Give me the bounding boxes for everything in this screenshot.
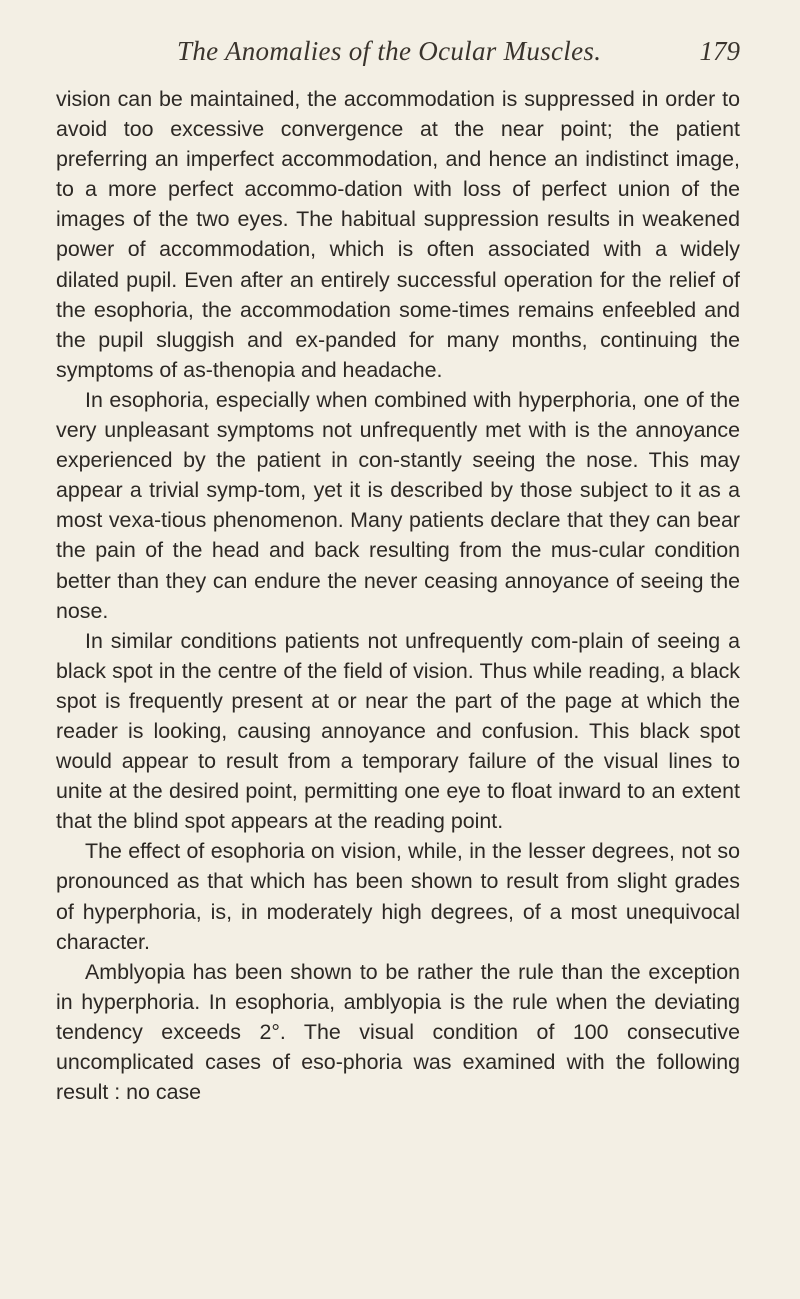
body-text [56,84,740,1107]
paragraph-effect-on-vision: The effect of esophoria on vision, while, in the lesser degrees, not so pronounced as that which has been shown to result from slight grades of hyperphoria, is, in moderately high degrees, of a most unequivocal character. [56,839,740,954]
paragraph-black-spot: In similar conditions patients not unfrequently com-plain of seeing a black spot in the centre of the field of vision. Thus while reading, a black spot is frequently present at or near the part of the page at which the reader is looking, causing annoyance and confusion. This black spot would appear to result from a temporary failure of the visual lines to unite at the desired point, permitting one eye to float inward to an extent that the blind spot appears at the reading point. [56,628,740,834]
paragraph-nose-annoyance: In esophoria, especially when combined with hyperphoria, one of the very unpleasant symptoms not unfrequently met with is the annoyance experienced by the patient in con-stantly seeing the nose. This may appear a trivial symp-tom, yet it is described by those subject to it as a most vexa-tious phenomenon. Many patients declare that they can bear the pain of the head and back resulting from the mus-cular condition better than they can endure the never ceasing annoyance of seeing the nose. [56,387,740,623]
running-head-title: The Anomalies of the Ocular Muscles. [177,36,602,66]
page-number: 179 [699,36,740,66]
paragraph-amblyopia: Amblyopia has been shown to be rather the rule than the exception in hyperphoria. In esophoria, amblyopia is the rule when the deviating tendency exceeds 2°. The visual condition of 100 consecutive uncomplicated cases of eso-phoria was examined with the following result : no case [56,959,740,1105]
running-head [60,36,740,76]
paragraph-continued: vision can be maintained, the accommodation is suppressed in order to avoid too excessive convergence at the near point; the patient preferring an imperfect accommodation, and hence an indistinct image, to a more perfect accommo-dation with loss of perfect union of the images of the two eyes. The habitual suppression results in weakened power of accommodation, which is often associated with a widely dilated pupil. Even after an entirely successful operation for the relief of the esophoria, the accommodation some-times remains enfeebled and the pupil sluggish and ex-panded for many months, continuing the symptoms of as-thenopia and headache. [56,87,740,382]
